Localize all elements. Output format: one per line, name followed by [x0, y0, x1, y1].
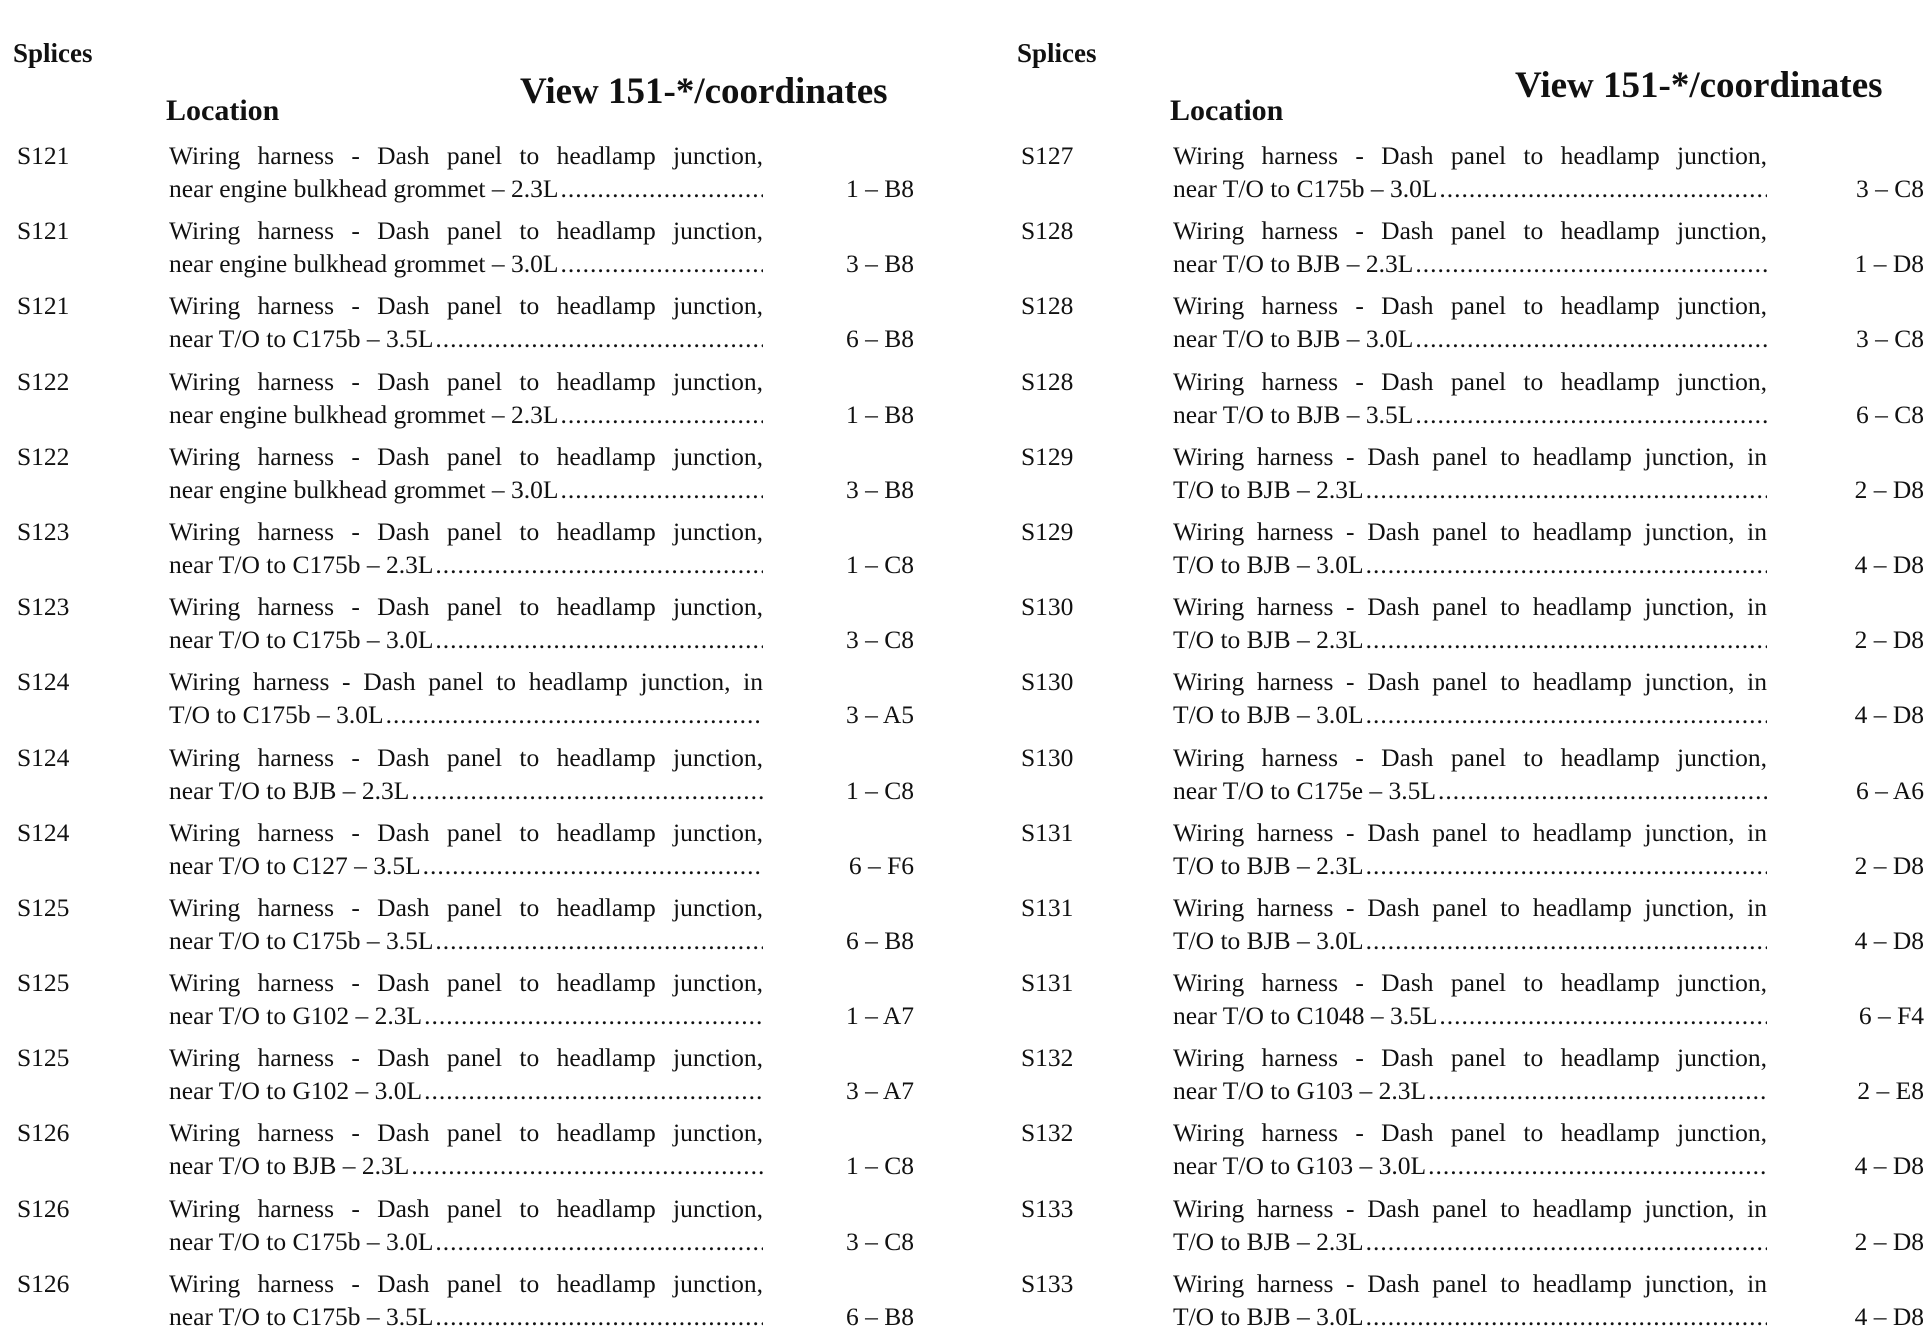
- splice-row: [1004, 515, 1932, 590]
- splice-row: [0, 139, 966, 214]
- splice-row: [1004, 214, 1932, 289]
- location-line-1: Wiring harness - Dash panel to headlamp junction, in: [1173, 892, 1767, 922]
- view-coordinate: 6 – B8: [845, 1301, 914, 1331]
- location-line-2: near T/O to BJB – 3.5L: [1173, 399, 1414, 429]
- location-line-1: Wiring harness - Dash panel to headlamp junction,: [169, 1118, 763, 1148]
- splice-row: [1004, 1267, 1932, 1342]
- right-column: [1004, 0, 1932, 1344]
- location-line-2-wrap: [1173, 1074, 1767, 1107]
- splice-row: [0, 1267, 966, 1342]
- dot-leader: [1415, 322, 1767, 355]
- splice-id: S125: [17, 968, 70, 998]
- dot-leader: [1428, 1074, 1767, 1107]
- splices-heading: Splices: [13, 38, 93, 68]
- dot-leader: [435, 322, 763, 355]
- location-line-1: Wiring harness - Dash panel to headlamp junction,: [169, 141, 763, 170]
- location-line-2-wrap: [1173, 322, 1767, 355]
- location-line-2: T/O to BJB – 3.0L: [1173, 549, 1364, 579]
- location-line-2-wrap: [169, 1074, 763, 1107]
- splice-location: [169, 1192, 763, 1258]
- location-line-2: near T/O to C175b – 3.5L: [169, 925, 434, 955]
- dot-leader: [423, 849, 763, 882]
- view-coordinate: 1 – C8: [845, 1151, 914, 1181]
- splice-location: [169, 891, 763, 957]
- location-line-2: near T/O to G102 – 3.0L: [169, 1076, 423, 1106]
- location-line-1: Wiring harness - Dash panel to headlamp junction,: [1173, 742, 1767, 772]
- splice-row: [1004, 365, 1932, 440]
- location-line-1: Wiring harness - Dash panel to headlamp junction,: [169, 742, 763, 772]
- splice-location: [1173, 891, 1767, 957]
- splice-row: [0, 365, 966, 440]
- location-line-2-wrap: [1173, 172, 1767, 205]
- splice-location: [169, 816, 763, 882]
- location-line-2: near engine bulkhead grommet – 3.0L: [169, 474, 559, 504]
- location-line-2: near T/O to C175b – 2.3L: [169, 549, 434, 579]
- splice-location: [169, 214, 763, 280]
- location-line-2: near T/O to G103 – 3.0L: [1173, 1151, 1427, 1181]
- splice-location: [1173, 139, 1767, 205]
- view-coordinate: 4 – D8: [1854, 925, 1924, 955]
- location-line-2-wrap: [169, 1149, 763, 1182]
- location-line-1: Wiring harness - Dash panel to headlamp junction, in: [1173, 1268, 1767, 1298]
- location-line-1: Wiring harness - Dash panel to headlamp junction, in: [1173, 592, 1767, 622]
- location-line-2: near T/O to BJB – 2.3L: [1173, 249, 1414, 279]
- splice-location: [1173, 966, 1767, 1032]
- dot-leader: [424, 1074, 763, 1107]
- location-line-2: near T/O to BJB – 2.3L: [169, 775, 410, 805]
- location-line-1: Wiring harness - Dash panel to headlamp junction,: [1173, 968, 1767, 998]
- splice-row: [0, 1041, 966, 1116]
- location-line-2: T/O to BJB – 3.0L: [1173, 1301, 1364, 1331]
- splice-id: S127: [1021, 141, 1074, 170]
- splice-location: [169, 139, 763, 205]
- splice-id: S121: [17, 216, 70, 246]
- view-coordinate: 3 – A5: [845, 700, 914, 730]
- view-coordinate: 2 – D8: [1854, 850, 1924, 880]
- view-coordinate: 6 – F6: [848, 850, 914, 880]
- splice-id: S132: [1021, 1043, 1074, 1073]
- location-line-1: Wiring harness - Dash panel to headlamp junction, in: [169, 667, 763, 697]
- location-line-2: T/O to C175b – 3.0L: [169, 700, 384, 730]
- dot-leader: [1439, 172, 1767, 205]
- splice-row: [0, 1116, 966, 1191]
- view-coordinate: 3 – C8: [1855, 324, 1924, 354]
- location-line-2-wrap: [1173, 473, 1767, 506]
- location-line-2-wrap: [1173, 398, 1767, 431]
- location-line-2-wrap: [169, 924, 763, 957]
- splice-id: S121: [17, 141, 70, 170]
- location-line-2: near T/O to C175b – 3.0L: [169, 625, 434, 655]
- splice-id: S125: [17, 892, 70, 922]
- dot-leader: [1366, 698, 1767, 731]
- location-line-2-wrap: [169, 473, 763, 506]
- splice-id: S122: [17, 366, 70, 396]
- dot-leader: [1366, 1300, 1767, 1333]
- location-line-1: Wiring harness - Dash panel to headlamp junction,: [169, 291, 763, 321]
- location-line-2-wrap: [169, 1225, 763, 1258]
- dot-leader: [435, 548, 763, 581]
- location-line-2-wrap: [169, 623, 763, 656]
- splice-id: S132: [1021, 1118, 1074, 1148]
- location-heading: Location: [166, 94, 280, 127]
- view-coordinate: 1 – C8: [845, 775, 914, 805]
- location-line-2: T/O to BJB – 2.3L: [1173, 625, 1364, 655]
- location-line-2: T/O to BJB – 3.0L: [1173, 925, 1364, 955]
- dot-leader: [1439, 999, 1767, 1032]
- view-coordinate: 6 – C8: [1855, 399, 1924, 429]
- view-coordinate: 1 – D8: [1854, 249, 1924, 279]
- splice-list: [0, 139, 966, 1342]
- dot-leader: [386, 698, 763, 731]
- location-line-2: near T/O to G103 – 2.3L: [1173, 1076, 1427, 1106]
- splice-id: S124: [17, 667, 70, 697]
- splice-location: [169, 1041, 763, 1107]
- location-line-2-wrap: [1173, 924, 1767, 957]
- view-coordinate: 1 – A7: [845, 1001, 914, 1031]
- location-line-2-wrap: [1173, 774, 1767, 807]
- splice-row: [1004, 1116, 1932, 1191]
- view-coordinate: 3 – B8: [845, 474, 914, 504]
- dot-leader: [1366, 548, 1767, 581]
- splice-location: [1173, 1041, 1767, 1107]
- splice-id: S130: [1021, 742, 1074, 772]
- splice-id: S122: [17, 441, 70, 471]
- location-line-1: Wiring harness - Dash panel to headlamp junction,: [169, 817, 763, 847]
- splice-location: [1173, 1267, 1767, 1333]
- splice-id: S126: [17, 1118, 70, 1148]
- location-line-1: Wiring harness - Dash panel to headlamp junction, in: [1173, 667, 1767, 697]
- splice-id: S121: [17, 291, 70, 321]
- splice-row: [0, 966, 966, 1041]
- location-line-1: Wiring harness - Dash panel to headlamp junction, in: [1173, 516, 1767, 546]
- location-line-2: T/O to BJB – 2.3L: [1173, 1226, 1364, 1256]
- splice-id: S130: [1021, 592, 1074, 622]
- location-line-1: Wiring harness - Dash panel to headlamp junction,: [169, 366, 763, 396]
- splice-location: [1173, 289, 1767, 355]
- view-coordinate: 1 – C8: [845, 549, 914, 579]
- view-coordinate: 2 – D8: [1854, 1226, 1924, 1256]
- splice-location: [1173, 1192, 1767, 1258]
- view-coordinate: 6 – B8: [845, 324, 914, 354]
- splice-row: [1004, 1041, 1932, 1116]
- splice-location: [1173, 440, 1767, 506]
- dot-leader: [1366, 623, 1767, 656]
- view-coordinate: 6 – B8: [845, 925, 914, 955]
- splice-id: S124: [17, 817, 70, 847]
- splice-id: S126: [17, 1268, 70, 1298]
- splice-id: S131: [1021, 892, 1074, 922]
- view-coordinates-heading: View 151-*/coordinates: [1515, 65, 1883, 106]
- location-line-2-wrap: [169, 548, 763, 581]
- splice-id: S126: [17, 1193, 70, 1223]
- splice-row: [1004, 1192, 1932, 1267]
- splice-row: [1004, 891, 1932, 966]
- view-coordinate: 1 – B8: [845, 399, 914, 429]
- splice-row: [0, 590, 966, 665]
- splice-id: S129: [1021, 441, 1074, 471]
- splice-row: [0, 1192, 966, 1267]
- splice-row: [1004, 665, 1932, 740]
- location-line-1: Wiring harness - Dash panel to headlamp junction,: [169, 516, 763, 546]
- location-line-1: Wiring harness - Dash panel to headlamp junction,: [169, 1193, 763, 1223]
- location-line-1: Wiring harness - Dash panel to headlamp junction,: [169, 592, 763, 622]
- location-line-1: Wiring harness - Dash panel to headlamp junction,: [1173, 141, 1767, 170]
- splice-row: [1004, 139, 1932, 214]
- splice-location: [169, 365, 763, 431]
- view-coordinates-heading: View 151-*/coordinates: [520, 71, 888, 112]
- location-line-1: Wiring harness - Dash panel to headlamp junction,: [169, 1043, 763, 1073]
- splice-location: [169, 1267, 763, 1333]
- location-line-2: near T/O to C127 – 3.5L: [169, 850, 421, 880]
- splice-location: [169, 515, 763, 581]
- view-coordinate: 3 – B8: [845, 249, 914, 279]
- location-line-1: Wiring harness - Dash panel to headlamp junction,: [169, 441, 763, 471]
- view-coordinate: 3 – C8: [845, 625, 914, 655]
- view-coordinate: 4 – D8: [1854, 1151, 1924, 1181]
- splice-id: S124: [17, 742, 70, 772]
- splice-id: S128: [1021, 291, 1074, 321]
- location-line-1: Wiring harness - Dash panel to headlamp junction,: [169, 216, 763, 246]
- location-line-2: T/O to BJB – 2.3L: [1173, 850, 1364, 880]
- splice-id: S123: [17, 516, 70, 546]
- location-line-2: near T/O to BJB – 3.0L: [1173, 324, 1414, 354]
- splice-id: S125: [17, 1043, 70, 1073]
- splice-row: [1004, 741, 1932, 816]
- location-line-1: Wiring harness - Dash panel to headlamp junction,: [169, 1268, 763, 1298]
- dot-leader: [560, 172, 763, 205]
- splice-row: [1004, 289, 1932, 364]
- splice-location: [169, 741, 763, 807]
- dot-leader: [1438, 774, 1767, 807]
- dot-leader: [1428, 1149, 1767, 1182]
- location-line-1: Wiring harness - Dash panel to headlamp junction,: [1173, 1118, 1767, 1148]
- location-line-2: near T/O to C175e – 3.5L: [1173, 775, 1436, 805]
- view-coordinate: 2 – D8: [1854, 625, 1924, 655]
- location-line-2: near T/O to G102 – 2.3L: [169, 1001, 423, 1031]
- dot-leader: [1366, 1225, 1767, 1258]
- splice-row: [0, 741, 966, 816]
- location-line-2-wrap: [169, 398, 763, 431]
- splice-location: [169, 1116, 763, 1182]
- location-line-2: near T/O to C175b – 3.5L: [169, 1301, 434, 1331]
- dot-leader: [424, 999, 763, 1032]
- location-line-1: Wiring harness - Dash panel to headlamp junction,: [1173, 1043, 1767, 1073]
- location-line-2: T/O to BJB – 2.3L: [1173, 474, 1364, 504]
- location-line-2-wrap: [1173, 623, 1767, 656]
- splice-row: [1004, 966, 1932, 1041]
- dot-leader: [560, 473, 763, 506]
- splice-row: [0, 891, 966, 966]
- splice-row: [0, 440, 966, 515]
- view-coordinate: 3 – A7: [845, 1076, 914, 1106]
- location-line-2: near T/O to C1048 – 3.5L: [1173, 1001, 1438, 1031]
- splice-id: S133: [1021, 1193, 1074, 1223]
- location-line-2-wrap: [169, 698, 763, 731]
- location-line-2-wrap: [169, 849, 763, 882]
- splice-location: [1173, 214, 1767, 280]
- location-line-2-wrap: [1173, 1225, 1767, 1258]
- location-line-2-wrap: [169, 1300, 763, 1333]
- location-line-2: near T/O to C175b – 3.0L: [169, 1226, 434, 1256]
- location-line-2-wrap: [1173, 698, 1767, 731]
- location-line-1: Wiring harness - Dash panel to headlamp junction, in: [1173, 1193, 1767, 1223]
- splice-location: [1173, 665, 1767, 731]
- view-coordinate: 4 – D8: [1854, 1301, 1924, 1331]
- location-heading: Location: [1170, 94, 1284, 127]
- splice-row: [1004, 816, 1932, 891]
- splice-row: [0, 816, 966, 891]
- dot-leader: [1366, 849, 1767, 882]
- location-line-1: Wiring harness - Dash panel to headlamp junction,: [169, 892, 763, 922]
- location-line-2-wrap: [169, 247, 763, 280]
- view-coordinate: 3 – C8: [1855, 174, 1924, 203]
- location-line-2-wrap: [1173, 1300, 1767, 1333]
- view-coordinate: 6 – F4: [1858, 1001, 1924, 1031]
- view-coordinate: 4 – D8: [1854, 549, 1924, 579]
- location-line-2-wrap: [1173, 1149, 1767, 1182]
- dot-leader: [435, 1225, 763, 1258]
- location-line-2-wrap: [169, 172, 763, 205]
- splice-id: S128: [1021, 366, 1074, 396]
- location-line-2: near engine bulkhead grommet – 2.3L: [169, 174, 559, 203]
- dot-leader: [411, 1149, 763, 1182]
- splice-location: [169, 966, 763, 1032]
- view-coordinate: 2 – E8: [1857, 1076, 1924, 1106]
- view-coordinate: 4 – D8: [1854, 700, 1924, 730]
- location-line-2: near engine bulkhead grommet – 2.3L: [169, 399, 559, 429]
- view-coordinate: 2 – D8: [1854, 474, 1924, 504]
- splice-id: S130: [1021, 667, 1074, 697]
- splice-list: [1004, 139, 1932, 1342]
- location-line-2: near T/O to C175b – 3.0L: [1173, 174, 1438, 203]
- splice-id: S128: [1021, 216, 1074, 246]
- dot-leader: [1415, 247, 1767, 280]
- location-line-1: Wiring harness - Dash panel to headlamp junction,: [1173, 366, 1767, 396]
- splices-heading: Splices: [1017, 38, 1097, 68]
- location-line-2-wrap: [169, 774, 763, 807]
- splice-location: [169, 289, 763, 355]
- dot-leader: [1415, 398, 1767, 431]
- dot-leader: [1366, 473, 1767, 506]
- location-line-2-wrap: [1173, 849, 1767, 882]
- splice-row: [1004, 590, 1932, 665]
- splice-id: S133: [1021, 1268, 1074, 1298]
- splice-location: [169, 665, 763, 731]
- dot-leader: [1366, 924, 1767, 957]
- splice-row: [0, 289, 966, 364]
- splice-location: [1173, 1116, 1767, 1182]
- location-line-1: Wiring harness - Dash panel to headlamp junction,: [1173, 291, 1767, 321]
- location-line-2: near engine bulkhead grommet – 3.0L: [169, 249, 559, 279]
- view-coordinate: 1 – B8: [845, 174, 914, 203]
- location-line-2-wrap: [1173, 999, 1767, 1032]
- splice-id: S123: [17, 592, 70, 622]
- splice-row: [0, 665, 966, 740]
- splice-location: [1173, 590, 1767, 656]
- location-line-2-wrap: [169, 322, 763, 355]
- splice-location: [1173, 816, 1767, 882]
- location-line-1: Wiring harness - Dash panel to headlamp junction, in: [1173, 817, 1767, 847]
- splice-location: [1173, 365, 1767, 431]
- location-line-2-wrap: [1173, 247, 1767, 280]
- splice-row: [0, 214, 966, 289]
- view-coordinate: 3 – C8: [845, 1226, 914, 1256]
- dot-leader: [435, 1300, 763, 1333]
- location-line-1: Wiring harness - Dash panel to headlamp junction,: [1173, 216, 1767, 246]
- dot-leader: [560, 398, 763, 431]
- location-line-2-wrap: [1173, 548, 1767, 581]
- splice-location: [1173, 515, 1767, 581]
- dot-leader: [435, 924, 763, 957]
- location-line-2: T/O to BJB – 3.0L: [1173, 700, 1364, 730]
- location-line-2-wrap: [169, 999, 763, 1032]
- location-line-2: near T/O to C175b – 3.5L: [169, 324, 434, 354]
- splice-id: S131: [1021, 817, 1074, 847]
- view-coordinate: 6 – A6: [1855, 775, 1924, 805]
- location-line-1: Wiring harness - Dash panel to headlamp junction, in: [1173, 441, 1767, 471]
- splice-row: [0, 515, 966, 590]
- splice-row: [1004, 440, 1932, 515]
- dot-leader: [560, 247, 763, 280]
- splice-location: [169, 590, 763, 656]
- dot-leader: [411, 774, 763, 807]
- location-line-2: near T/O to BJB – 2.3L: [169, 1151, 410, 1181]
- splice-location: [1173, 741, 1767, 807]
- splice-location: [169, 440, 763, 506]
- location-line-1: Wiring harness - Dash panel to headlamp junction,: [169, 968, 763, 998]
- splice-id: S129: [1021, 516, 1074, 546]
- splice-id: S131: [1021, 968, 1074, 998]
- dot-leader: [435, 623, 763, 656]
